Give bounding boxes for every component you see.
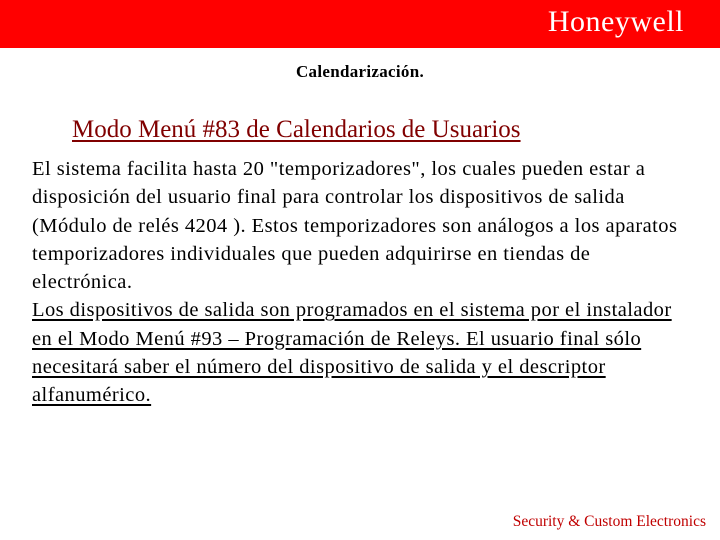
header-bar [0,0,720,48]
footer-label: Security & Custom Electronics [512,513,706,530]
paragraph-intro: El sistema facilita hasta 20 "temporizadores", los cuales pueden estar a disposición del usuario final para controlar los dispositivos de salida (Módulo de relés 4204 ). Estos temporizadores son análogos a los aparatos temporizadores individuales que pueden adquirirse en tiendas de electrónica. [32,158,678,294]
paragraph-programming: Los dispositivos de salida son programados en el sistema por el instalador en el Modo Menú #93 – Programación de Releys. El usuario final sólo necesitará saber el número del dispositivo de salida y el descriptor alfanumérico. [32,299,672,407]
slide-title: Modo Menú #83 de Calendarios de Usuarios [72,116,521,143]
section-label: Calendarización. [295,62,425,81]
slide-body [32,155,692,410]
brand-logo: Honeywell [547,5,684,38]
